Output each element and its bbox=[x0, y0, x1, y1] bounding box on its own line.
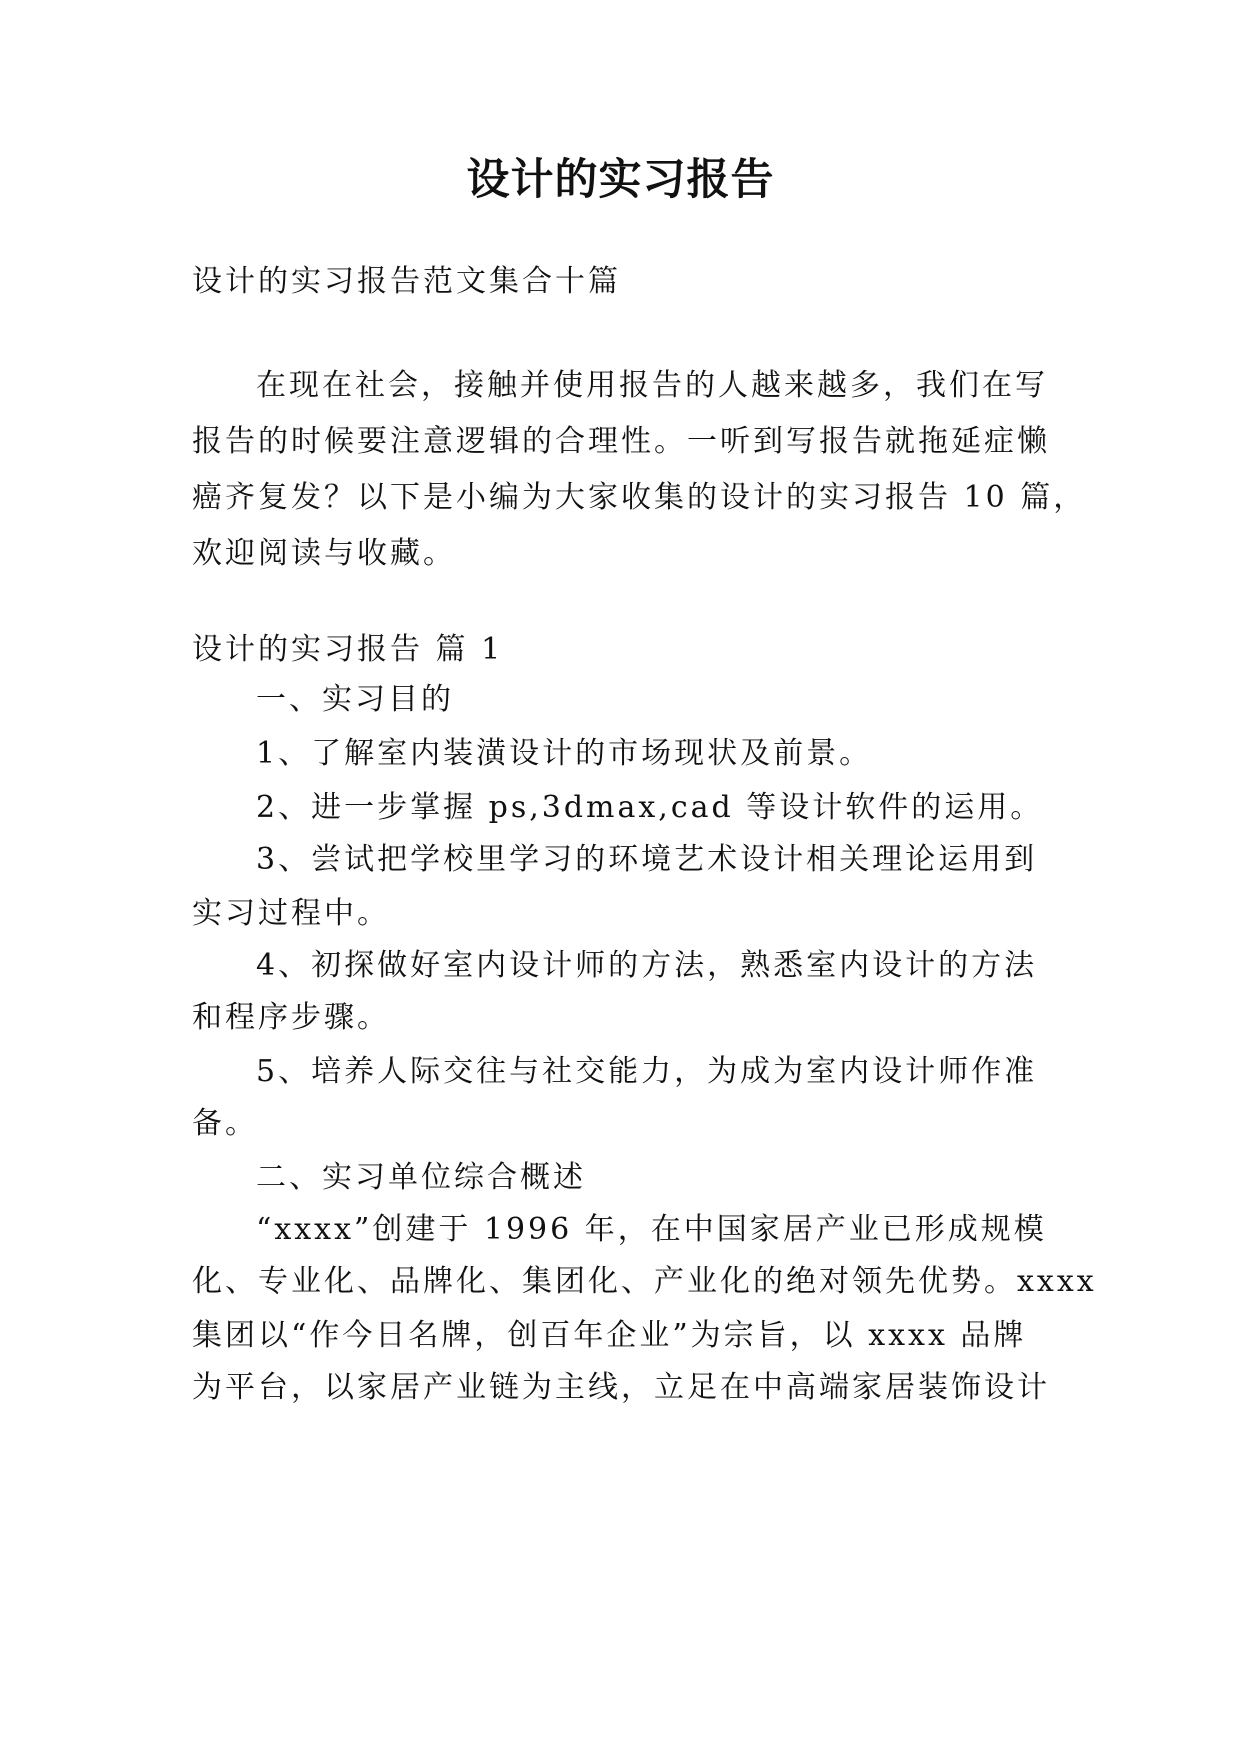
part1-item-3-line-2: 实习过程中。 bbox=[192, 896, 390, 931]
section-heading: 设计的实习报告 篇 1 bbox=[192, 632, 504, 667]
part1-item-3-line-1: 3、尝试把学校里学习的环境艺术设计相关理论运用到 bbox=[256, 842, 1038, 877]
document-title: 设计的实习报告 bbox=[466, 155, 775, 205]
part1-item-5-line-1: 5、培养人际交往与社交能力，为成为室内设计师作准 bbox=[256, 1054, 1038, 1089]
part1-heading: 一、实习目的 bbox=[256, 682, 454, 717]
document-subtitle: 设计的实习报告范文集合十篇 bbox=[192, 264, 621, 299]
intro-line-1: 在现在社会，接触并使用报告的人越来越多，我们在写 bbox=[256, 368, 1048, 403]
intro-line-3: 癌齐复发？以下是小编为大家收集的设计的实习报告 10 篇， bbox=[192, 480, 1087, 515]
part2-line-1: “xxxx”创建于 1996 年，在中国家居产业已形成规模 bbox=[256, 1212, 1047, 1247]
part2-heading: 二、实习单位综合概述 bbox=[256, 1160, 586, 1195]
part1-item-5-line-2: 备。 bbox=[192, 1106, 258, 1141]
intro-line-4: 欢迎阅读与收藏。 bbox=[192, 536, 456, 571]
part1-item-4-line-2: 和程序步骤。 bbox=[192, 1000, 390, 1035]
part1-item-2: 2、进一步掌握 ps,3dmax,cad 等设计软件的运用。 bbox=[256, 790, 1044, 825]
part2-line-4: 为平台，以家居产业链为主线，立足在中高端家居装饰设计 bbox=[192, 1370, 1050, 1405]
part2-line-2: 化、专业化、品牌化、集团化、产业化的绝对领先优势。xxxx bbox=[192, 1264, 1097, 1299]
part2-line-3: 集团以“作今日名牌，创百年企业”为宗旨，以 xxxx 品牌 bbox=[192, 1318, 1027, 1353]
part1-item-1: 1、了解室内装潢设计的市场现状及前景。 bbox=[256, 736, 873, 771]
part1-item-4-line-1: 4、初探做好室内设计师的方法，熟悉室内设计的方法 bbox=[256, 948, 1038, 983]
intro-line-2: 报告的时候要注意逻辑的合理性。一听到写报告就拖延症懒 bbox=[192, 424, 1050, 459]
